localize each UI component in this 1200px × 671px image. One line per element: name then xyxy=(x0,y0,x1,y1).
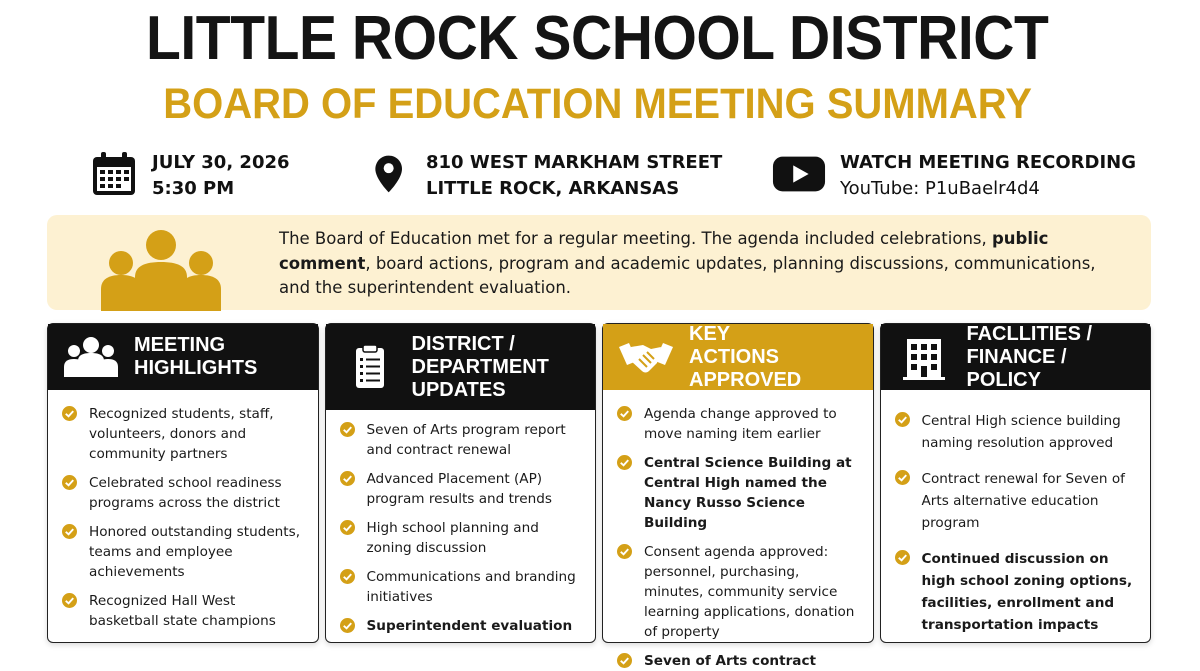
list-item xyxy=(340,518,586,558)
list-item xyxy=(895,410,1141,454)
list-item-text: Contract renewal for Seven of Arts alternative education program xyxy=(921,471,1125,531)
list-item xyxy=(62,473,308,513)
address-line-2: LITTLE ROCK, ARKANSAS xyxy=(426,178,680,199)
meeting-date-block xyxy=(90,150,290,202)
key-actions-header xyxy=(603,324,873,390)
meeting-highlights-header xyxy=(48,324,318,390)
facilities-finance-card xyxy=(880,323,1152,643)
check-circle-icon xyxy=(617,406,632,421)
list-item-text: Consent agenda approved: personnel, purchasing, minutes, community service learning applications, donation of property xyxy=(644,544,855,640)
list-item-text: Continued discussion on high school zoning options, facilities, enrollment and transportation impacts xyxy=(921,551,1133,633)
list-item xyxy=(895,548,1141,636)
intro-text-bold: public comment xyxy=(279,229,1049,273)
meeting-location-block xyxy=(372,150,722,202)
check-circle-icon xyxy=(62,475,77,490)
meeting-date: JULY 30, 2026 xyxy=(152,152,290,173)
page-title: LITTLE ROCK SCHOOL DISTRICT xyxy=(146,4,1049,73)
youtube-play-icon[interactable] xyxy=(772,150,826,198)
list-item xyxy=(62,591,308,631)
list-item xyxy=(340,469,586,509)
check-circle-icon xyxy=(617,544,632,559)
list-item-text: Celebrated school readiness programs across the district xyxy=(89,475,282,511)
list-item-text: Central High science building naming resolution approved xyxy=(921,413,1121,451)
recording-block[interactable] xyxy=(772,150,1136,202)
district-updates-header xyxy=(326,324,596,410)
key-actions-list xyxy=(603,390,873,671)
district-updates-card xyxy=(325,323,597,643)
list-item-text: Recognized students, staff, volunteers, donors and community partners xyxy=(89,406,274,462)
district-updates-title: DISTRICT / DEPARTMENT UPDATES xyxy=(411,332,549,401)
check-circle-icon xyxy=(617,653,632,668)
check-circle-icon xyxy=(340,471,355,486)
list-item-text: Central Science Building at Central High named the Nancy Russo Science Building xyxy=(644,455,852,531)
list-item-text: Seven of Arts program report and contract renewal xyxy=(366,422,566,458)
recording-id[interactable]: YouTube: P1uBaelr4d4 xyxy=(840,178,1040,199)
building-icon xyxy=(895,333,953,381)
check-circle-icon xyxy=(617,455,632,470)
clipboard-icon xyxy=(340,343,398,391)
check-circle-icon xyxy=(895,550,910,565)
check-circle-icon xyxy=(895,470,910,485)
location-pin-icon xyxy=(372,150,412,198)
check-circle-icon xyxy=(62,593,77,608)
facilities-finance-list xyxy=(881,390,1151,636)
district-updates-list xyxy=(326,410,596,636)
list-item xyxy=(895,468,1141,534)
list-item-text: Communications and branding initiatives xyxy=(366,569,576,605)
facilities-finance-header xyxy=(881,324,1151,390)
page-subtitle: BOARD OF EDUCATION MEETING SUMMARY xyxy=(163,80,1032,128)
recording-title[interactable]: WATCH MEETING RECORDING xyxy=(840,152,1136,173)
list-item xyxy=(340,567,586,607)
check-circle-icon xyxy=(62,524,77,539)
meeting-highlights-card xyxy=(47,323,319,643)
list-item xyxy=(340,420,586,460)
list-item xyxy=(617,651,863,671)
people-group-icon xyxy=(99,227,223,311)
list-item-text: Seven of Arts contract xyxy=(644,653,817,669)
list-item-text: High school planning and zoning discussion xyxy=(366,520,539,556)
list-item-text: Superintendent evaluation xyxy=(366,618,573,634)
intro-banner xyxy=(47,215,1151,310)
list-item-text: Honored outstanding students, teams and employee achievements xyxy=(89,524,301,580)
check-circle-icon xyxy=(340,520,355,535)
intro-text xyxy=(279,227,1119,301)
check-circle-icon xyxy=(340,569,355,584)
list-item xyxy=(62,404,308,464)
check-circle-icon xyxy=(340,422,355,437)
calendar-icon xyxy=(90,150,138,198)
meeting-highlights-list xyxy=(48,390,318,631)
address-line-1: 810 WEST MARKHAM STREET xyxy=(426,152,723,173)
list-item xyxy=(617,542,863,642)
summary-columns xyxy=(47,322,1151,669)
meeting-time: 5:30 PM xyxy=(152,178,235,199)
list-item xyxy=(617,404,863,444)
check-circle-icon xyxy=(340,618,355,633)
list-item-text: Agenda change approved to move naming item earlier xyxy=(644,406,837,442)
check-circle-icon xyxy=(62,406,77,421)
meeting-highlights-title: MEETING HIGHLIGHTS xyxy=(134,334,258,379)
check-circle-icon xyxy=(895,412,910,427)
list-item xyxy=(340,616,586,636)
list-item xyxy=(62,522,308,582)
intro-text-part2: , board actions, program and academic updates, planning discussions, communications, and the superintendent evaluation. xyxy=(279,253,1096,297)
group-icon xyxy=(62,333,120,381)
intro-text-part1: The Board of Education met for a regular meeting. The agenda included celebrations, xyxy=(279,229,987,248)
handshake-icon xyxy=(617,333,675,381)
list-item-text: Advanced Placement (AP) program results and trends xyxy=(366,471,552,507)
list-item-text: Recognized Hall West basketball state champions xyxy=(89,593,276,629)
facilities-finance-title: FACLLITIES / FINANCE / POLICY xyxy=(966,322,1093,391)
key-actions-title: KEY ACTIONS APPROVED xyxy=(689,322,802,391)
key-actions-card xyxy=(602,322,874,669)
list-item xyxy=(617,453,863,533)
